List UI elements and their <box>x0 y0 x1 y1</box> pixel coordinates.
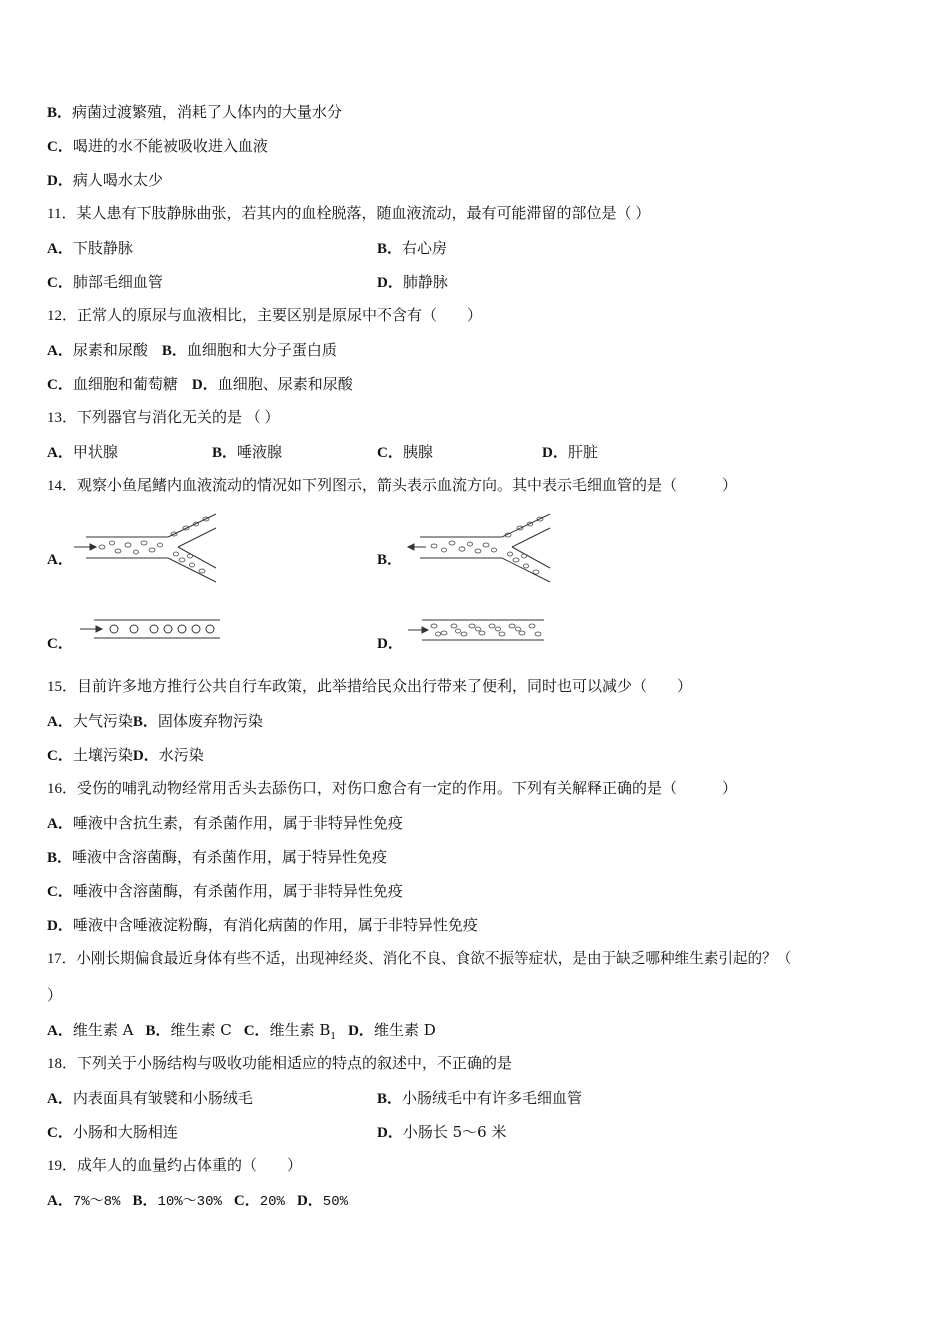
option-letter: D． <box>348 1023 374 1039</box>
option-letter: C． <box>233 1193 260 1209</box>
option-text: 病人喝水太少 <box>72 171 163 189</box>
option-text: 甲状腺 <box>72 443 118 461</box>
option-text: 维生素 B <box>269 1021 331 1039</box>
option-text: 右心房 <box>402 239 448 257</box>
option-text: 血细胞和大分子蛋白质 <box>186 341 337 359</box>
option-text: 肺部毛细血管 <box>72 273 163 291</box>
q10-option-b <box>47 102 342 123</box>
q19-stem: 19．成年人的血量约占体重的（ ） <box>47 1158 303 1174</box>
option-letter: B． <box>212 445 238 461</box>
option-letter: D． <box>296 1193 323 1209</box>
option-text: 病菌过渡繁殖，消耗了人体内的大量水分 <box>72 103 343 121</box>
q18-option-a <box>47 1088 253 1109</box>
q17-options <box>47 1020 436 1047</box>
option-text: 大气污染 <box>72 712 133 730</box>
option-text: 肺静脉 <box>402 273 448 291</box>
option-letter: A． <box>47 445 73 461</box>
option-text: 小肠绒毛中有许多毛细血管 <box>402 1089 583 1107</box>
option-letter: A． <box>47 816 73 832</box>
option-letter: B． <box>47 105 73 121</box>
q14-label-a: A． <box>47 552 73 568</box>
option-letter: B． <box>377 1091 403 1107</box>
q14-label-b: B． <box>377 552 403 568</box>
q19-options <box>47 1190 348 1212</box>
q15-stem: 15．目前许多地方推行公共自行车政策，此举措给民众出行带来了便利，同时也可以减少（ ） <box>47 679 693 695</box>
option-text: 胰腺 <box>402 443 433 461</box>
q14-figure-d <box>406 617 546 643</box>
option-letter: D． <box>132 748 159 764</box>
option-text: 喝进的水不能被吸收进入血液 <box>72 137 268 155</box>
q13-option-b <box>212 442 282 463</box>
q18-stem: 18．下列关于小肠结构与吸收功能相适应的特点的叙述中，不正确的是 <box>47 1056 513 1072</box>
option-text: 内表面具有皱襞和小肠绒毛 <box>72 1089 253 1107</box>
q11-option-d <box>377 272 448 293</box>
q12-stem: 12．正常人的原尿与血液相比，主要区别是原尿中不含有（ ） <box>47 308 483 324</box>
q15-option-ab <box>47 711 263 732</box>
q14-label-d: D． <box>377 636 403 652</box>
option-letter: C． <box>47 275 73 291</box>
option-text: 20% <box>259 1194 285 1210</box>
q16-option-c <box>47 881 403 902</box>
option-letter: A． <box>47 1023 73 1039</box>
q18-option-b <box>377 1088 582 1109</box>
option-text: 唾液腺 <box>237 443 283 461</box>
option-letter: C． <box>47 884 73 900</box>
option-text: 下肢静脉 <box>72 239 133 257</box>
option-letter: B． <box>132 714 158 730</box>
q11-option-a <box>47 238 133 259</box>
option-letter: A． <box>47 1193 73 1209</box>
option-letter: C． <box>47 139 73 155</box>
option-letter: C． <box>47 377 73 393</box>
option-text: 小肠和大肠相连 <box>72 1123 178 1141</box>
option-letter: C． <box>47 1125 73 1141</box>
q11-option-c <box>47 272 163 293</box>
q15-option-cd <box>47 745 204 766</box>
option-letter: D． <box>377 275 403 291</box>
subscript: 1 <box>330 1032 337 1042</box>
q14-figure-b <box>402 510 557 585</box>
q14-stem: 14．观察小鱼尾鳍内血液流动的情况如下列图示，箭头表示血流方向。其中表示毛细血管的是（ ） <box>47 478 738 494</box>
option-letter: D． <box>377 1125 403 1141</box>
q18-option-d <box>377 1122 506 1143</box>
option-letter: D． <box>47 918 73 934</box>
option-text: 维生素 C <box>170 1021 232 1039</box>
option-text: 土壤污染 <box>72 746 133 764</box>
option-text: 唾液中含溶菌酶，有杀菌作用，属于非特异性免疫 <box>72 882 403 900</box>
q17-stem: 17．小刚长期偏食最近身体有些不适，出现神经炎、消化不良、食欲不振等症状，是由于缺乏哪种维生素引起的？（ <box>47 951 792 967</box>
option-text: 固体废弃物污染 <box>157 712 263 730</box>
q17-stem-continued: ） <box>47 986 63 1004</box>
option-text: 50% <box>322 1194 349 1210</box>
option-text: 血细胞和葡萄糖 <box>72 375 178 393</box>
option-text: 尿素和尿酸 <box>72 341 148 359</box>
option-letter: A． <box>47 343 73 359</box>
option-text: 水污染 <box>158 746 204 764</box>
q13-stem: 13．下列器官与消化无关的是 （ ） <box>47 410 280 426</box>
option-text: 血细胞、尿素和尿酸 <box>217 375 353 393</box>
option-letter: B． <box>47 850 73 866</box>
q16-stem: 16．受伤的哺乳动物经常用舌头去舔伤口，对伤口愈合有一定的作用。下列有关解释正确的是（ ） <box>47 781 738 797</box>
option-text: 维生素 A <box>72 1021 134 1039</box>
q10-option-d <box>47 170 163 191</box>
option-letter: A． <box>47 1091 73 1107</box>
option-text: 肝脏 <box>567 443 598 461</box>
q11-option-b <box>377 238 447 259</box>
option-text: 10%～30% <box>157 1194 222 1210</box>
q12-option-cd <box>47 374 353 395</box>
option-letter: D． <box>542 445 568 461</box>
option-letter: B． <box>132 1193 158 1209</box>
option-text: 唾液中含唾液淀粉酶，有消化病菌的作用，属于非特异性免疫 <box>72 916 478 934</box>
option-text: 唾液中含抗生素，有杀菌作用，属于非特异性免疫 <box>72 814 403 832</box>
q16-option-d <box>47 915 478 936</box>
q14-figure-a <box>72 510 222 585</box>
q14-figure-c <box>78 617 223 641</box>
option-letter: C． <box>377 445 403 461</box>
option-letter: D． <box>47 173 73 189</box>
option-text: 唾液中含溶菌酶，有杀菌作用，属于特异性免疫 <box>72 848 388 866</box>
q16-option-b <box>47 847 387 868</box>
q10-option-c <box>47 136 268 157</box>
q18-option-c <box>47 1122 178 1143</box>
option-letter: C． <box>47 748 73 764</box>
option-letter: A． <box>47 241 73 257</box>
option-letter: C． <box>243 1023 270 1039</box>
option-text: 7%～8% <box>72 1194 121 1210</box>
option-text: 小肠长 5～6 米 <box>402 1123 507 1141</box>
q16-option-a <box>47 813 403 834</box>
q13-option-d <box>542 442 598 463</box>
option-letter: D． <box>191 377 218 393</box>
q13-option-c <box>377 442 433 463</box>
option-letter: B． <box>161 343 187 359</box>
option-letter: A． <box>47 714 73 730</box>
option-letter: B． <box>377 241 403 257</box>
q14-label-c: C． <box>47 636 73 652</box>
option-letter: B． <box>145 1023 171 1039</box>
q12-option-ab <box>47 340 337 361</box>
q13-option-a <box>47 442 118 463</box>
q11-stem: 11．某人患有下肢静脉曲张，若其内的血栓脱落，随血液流动，最有可能滞留的部位是（ ） <box>47 206 651 222</box>
option-text: 维生素 D <box>373 1021 436 1039</box>
